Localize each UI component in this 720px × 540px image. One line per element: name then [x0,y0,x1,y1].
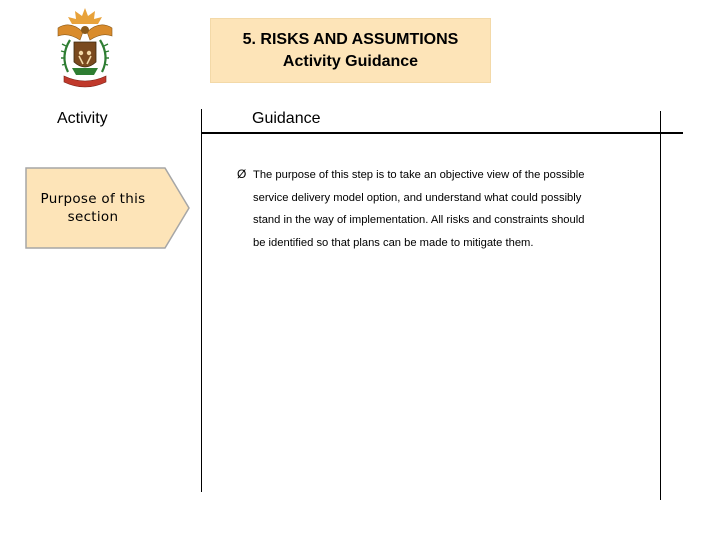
activity-label: Purpose of this section [40,191,146,225]
column-divider-left [201,109,202,492]
activity-column-header: Activity [57,110,108,127]
guidance-text [253,164,653,254]
guidance-text-line: service delivery model option, and understand what could possibly [253,191,582,204]
coat-of-arms-icon [50,6,120,94]
header-divider [201,132,683,134]
slide-subtitle: Activity Guidance [282,52,419,70]
arrow-bullet-icon: Ø [237,167,247,181]
slide-title-box [211,19,490,82]
column-divider-right [660,111,661,500]
guidance-text-line: stand in the way of implementation. All risks and constraints should [253,214,585,226]
slide-title: 5. RISKS AND ASSUMTIONS [242,30,459,48]
guidance-text-line: The purpose of this step is to take an objective view of the possible [253,169,585,181]
guidance-column-header: Guidance [252,110,321,127]
guidance-text-line: be identified so that plans can be made to mitigate them. [253,236,534,249]
